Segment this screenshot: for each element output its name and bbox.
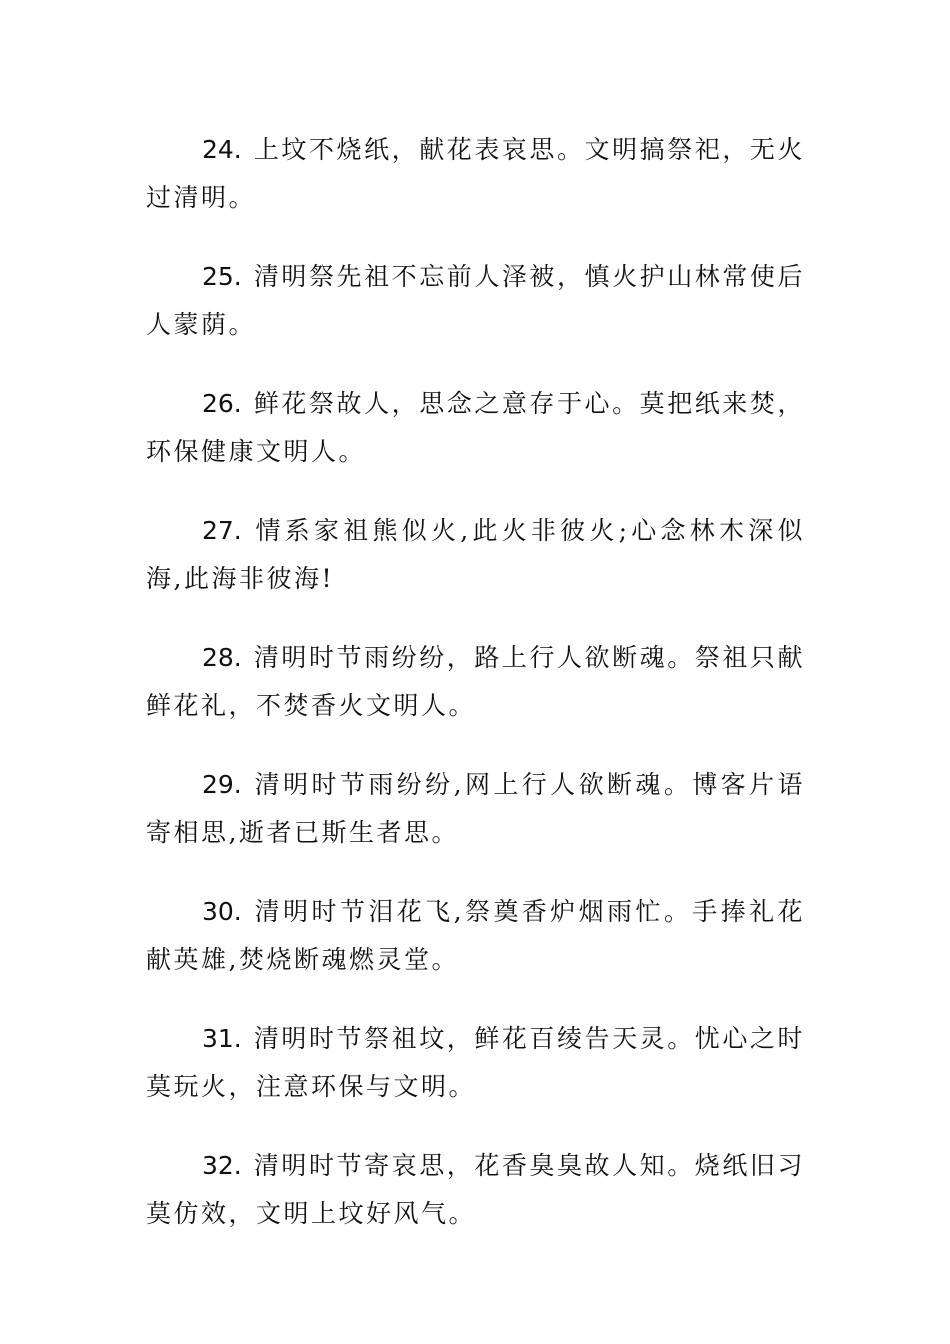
paragraph-29 (146, 761, 805, 857)
paragraph-text: 鲜花祭故人，思念之意存于心。莫把纸来焚，环保健康文明人。 (146, 389, 805, 466)
item-number: 29. (202, 770, 242, 799)
paragraph-text: 清明时节祭祖坟，鲜花百绫告天灵。忧心之时莫玩火，注意环保与文明。 (146, 1024, 805, 1101)
item-number: 25. (202, 262, 242, 291)
paragraph-text: 清明时节寄哀思，花香臭臭故人知。烧纸旧习莫仿效，文明上坟好风气。 (146, 1151, 805, 1228)
paragraph-text: 清明时节泪花飞,祭奠香炉烟雨忙。手捧礼花献英雄,焚烧断魂燃灵堂。 (146, 897, 805, 974)
paragraph-text: 清明时节雨纷纷,网上行人欲断魂。博客片语寄相思,逝者已斯生者思。 (146, 770, 805, 847)
paragraph-text: 情系家祖熊似火,此火非彼火;心念林木深似海,此海非彼海! (146, 516, 805, 593)
paragraph-text: 上坟不烧纸，献花表哀思。文明搞祭祀，无火过清明。 (146, 135, 805, 212)
item-number: 27. (202, 516, 242, 545)
item-number: 26. (202, 389, 242, 418)
paragraph-32 (146, 1142, 805, 1238)
item-number: 31. (202, 1024, 242, 1053)
item-number: 24. (202, 135, 242, 164)
item-number: 30. (202, 897, 242, 926)
paragraph-text: 清明时节雨纷纷，路上行人欲断魂。祭祖只献鲜花礼，不焚香火文明人。 (146, 643, 805, 720)
paragraph-30 (146, 888, 805, 984)
item-number: 32. (202, 1151, 242, 1180)
paragraph-28 (146, 634, 805, 730)
paragraph-text: 清明祭先祖不忘前人泽被，慎火护山林常使后人蒙荫。 (146, 262, 805, 339)
paragraph-24 (146, 126, 805, 222)
paragraph-27 (146, 507, 805, 603)
paragraph-31 (146, 1015, 805, 1111)
paragraph-25 (146, 253, 805, 349)
item-number: 28. (202, 643, 242, 672)
paragraph-26 (146, 380, 805, 476)
